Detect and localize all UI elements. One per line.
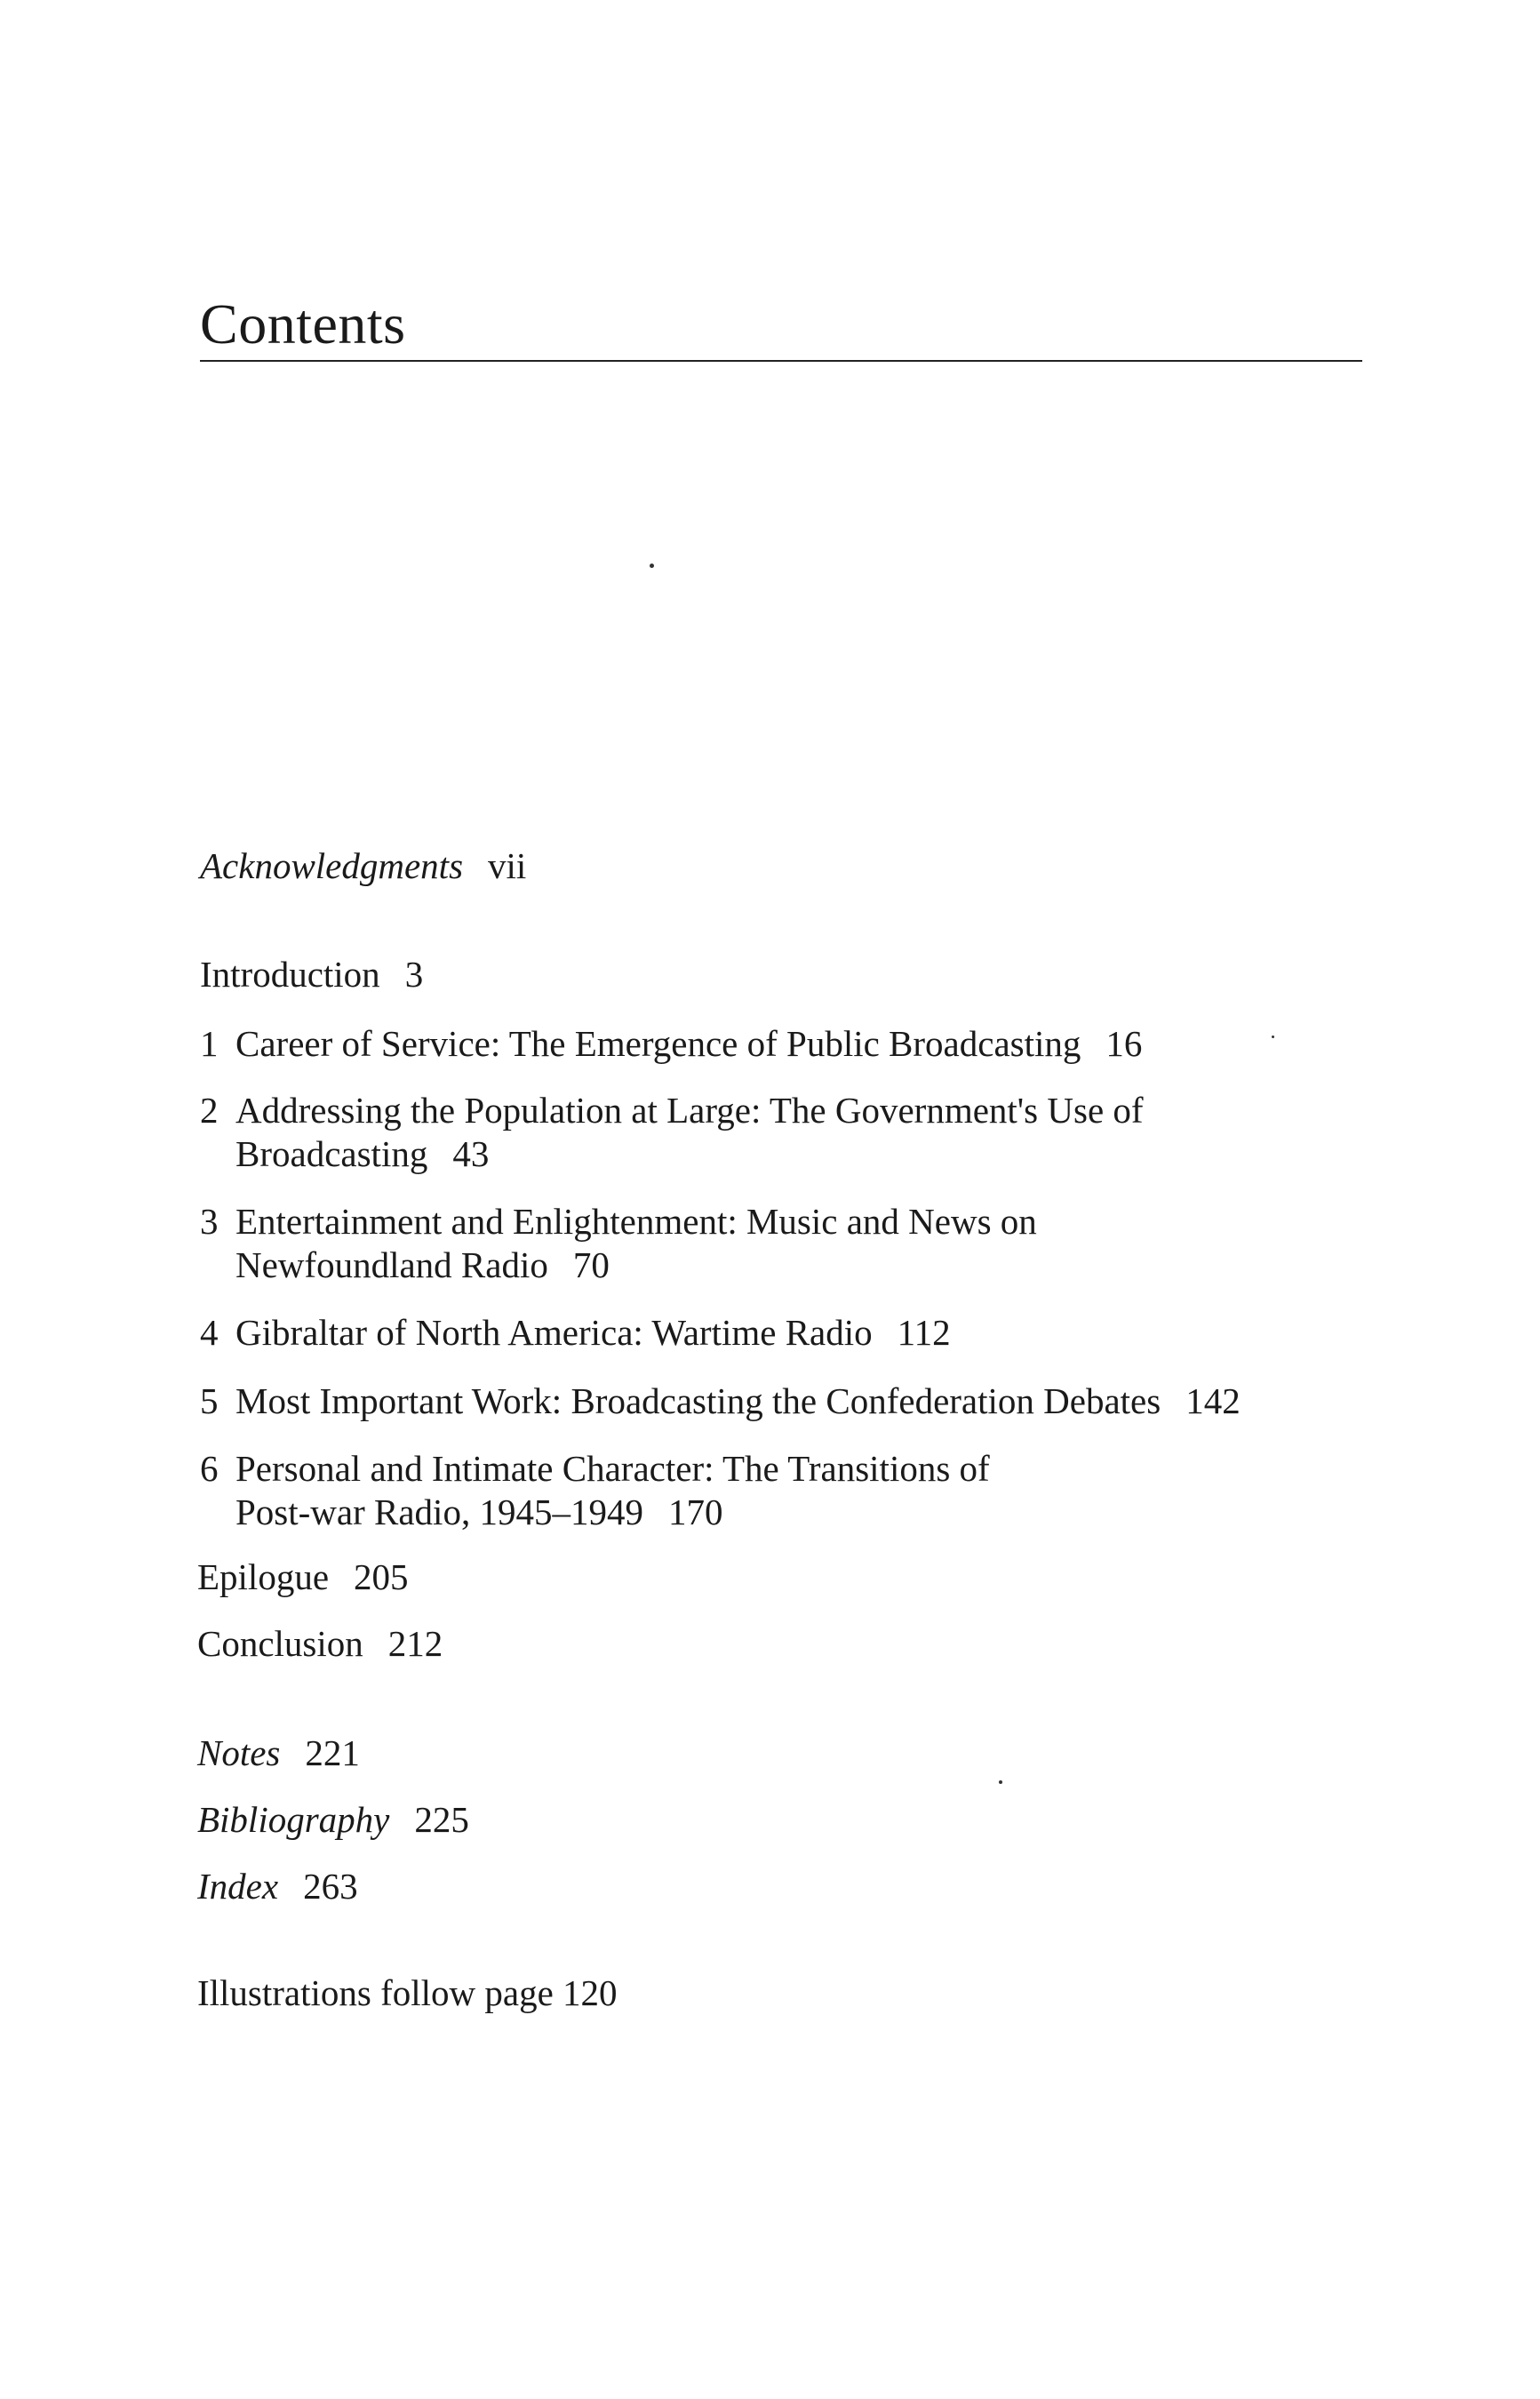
toc-entry-label: Bibliography — [197, 1799, 390, 1840]
toc-entry-index — [197, 1865, 358, 1908]
toc-entry-label: Acknowledgments — [200, 845, 464, 886]
toc-entry-page: 142 — [1185, 1380, 1241, 1421]
toc-entry-page: 170 — [667, 1491, 723, 1532]
toc-entry-chapter-3 — [200, 1200, 1037, 1287]
chapter-number: 2 — [200, 1090, 219, 1131]
toc-entry-notes — [197, 1731, 360, 1775]
chapter-number: 1 — [200, 1023, 219, 1064]
toc-entry-page: 70 — [572, 1244, 610, 1285]
toc-entry-conclusion — [197, 1622, 443, 1666]
chapter-number: 5 — [200, 1380, 219, 1421]
toc-entry-page: 43 — [452, 1133, 490, 1174]
toc-entry-chapter-2 — [200, 1089, 1144, 1176]
toc-entry-chapter-5 — [200, 1379, 1241, 1423]
chapter-number: 3 — [200, 1201, 219, 1242]
chapter-title: Gibraltar of North America: Wartime Radio — [235, 1312, 873, 1353]
toc-entry-introduction — [200, 953, 423, 996]
toc-entry-label: Notes — [197, 1732, 281, 1773]
toc-entry-label: Epilogue — [197, 1556, 330, 1597]
toc-entry-label: Index — [197, 1866, 279, 1907]
toc-entry-page: 263 — [303, 1866, 358, 1907]
toc-entry-label: Introduction — [200, 954, 380, 995]
illustrations-note-text: Illustrations follow page 120 — [197, 1972, 618, 2013]
toc-entry-label: Conclusion — [197, 1623, 363, 1664]
chapter-title: Most Important Work: Broadcasting the Confederation Debates — [235, 1380, 1161, 1421]
toc-entry-epilogue — [197, 1555, 409, 1599]
chapter-title: Career of Service: The Emergence of Public Broadcasting — [235, 1023, 1081, 1064]
chapter-number: 4 — [200, 1312, 219, 1353]
scan-speck — [650, 564, 654, 568]
page-title: Contents — [200, 292, 406, 356]
chapter-title-continued: Newfoundland Radio — [235, 1244, 548, 1285]
title-rule — [200, 360, 1362, 362]
toc-entry-page: 3 — [404, 954, 424, 995]
chapter-number: 6 — [200, 1448, 219, 1489]
toc-entry-bibliography — [197, 1798, 469, 1842]
toc-entry-page: 212 — [387, 1623, 443, 1664]
toc-entry-page: 225 — [414, 1799, 469, 1840]
chapter-title: Entertainment and Enlightenment: Music and News on — [235, 1201, 1037, 1242]
toc-entry-page: 205 — [354, 1556, 409, 1597]
toc-entry-page: 221 — [305, 1732, 360, 1773]
chapter-title-continued: Post-war Radio, 1945–1949 — [235, 1491, 643, 1532]
toc-entry-chapter-6 — [200, 1447, 990, 1534]
toc-entry-page: 16 — [1105, 1023, 1143, 1064]
scan-speck — [999, 1780, 1002, 1784]
chapter-title-continued: Broadcasting — [235, 1133, 428, 1174]
toc-entry-acknowledgments — [200, 844, 526, 888]
toc-entry-page: vii — [488, 845, 527, 886]
chapter-title: Addressing the Population at Large: The Government's Use of — [235, 1090, 1144, 1131]
toc-entry-chapter-1 — [200, 1022, 1142, 1066]
illustrations-note — [197, 1971, 618, 2015]
toc-entry-chapter-4 — [200, 1311, 951, 1355]
toc-entry-page: 112 — [897, 1312, 951, 1353]
chapter-title: Personal and Intimate Character: The Transitions of — [235, 1448, 990, 1489]
scan-speck — [1272, 1036, 1274, 1038]
